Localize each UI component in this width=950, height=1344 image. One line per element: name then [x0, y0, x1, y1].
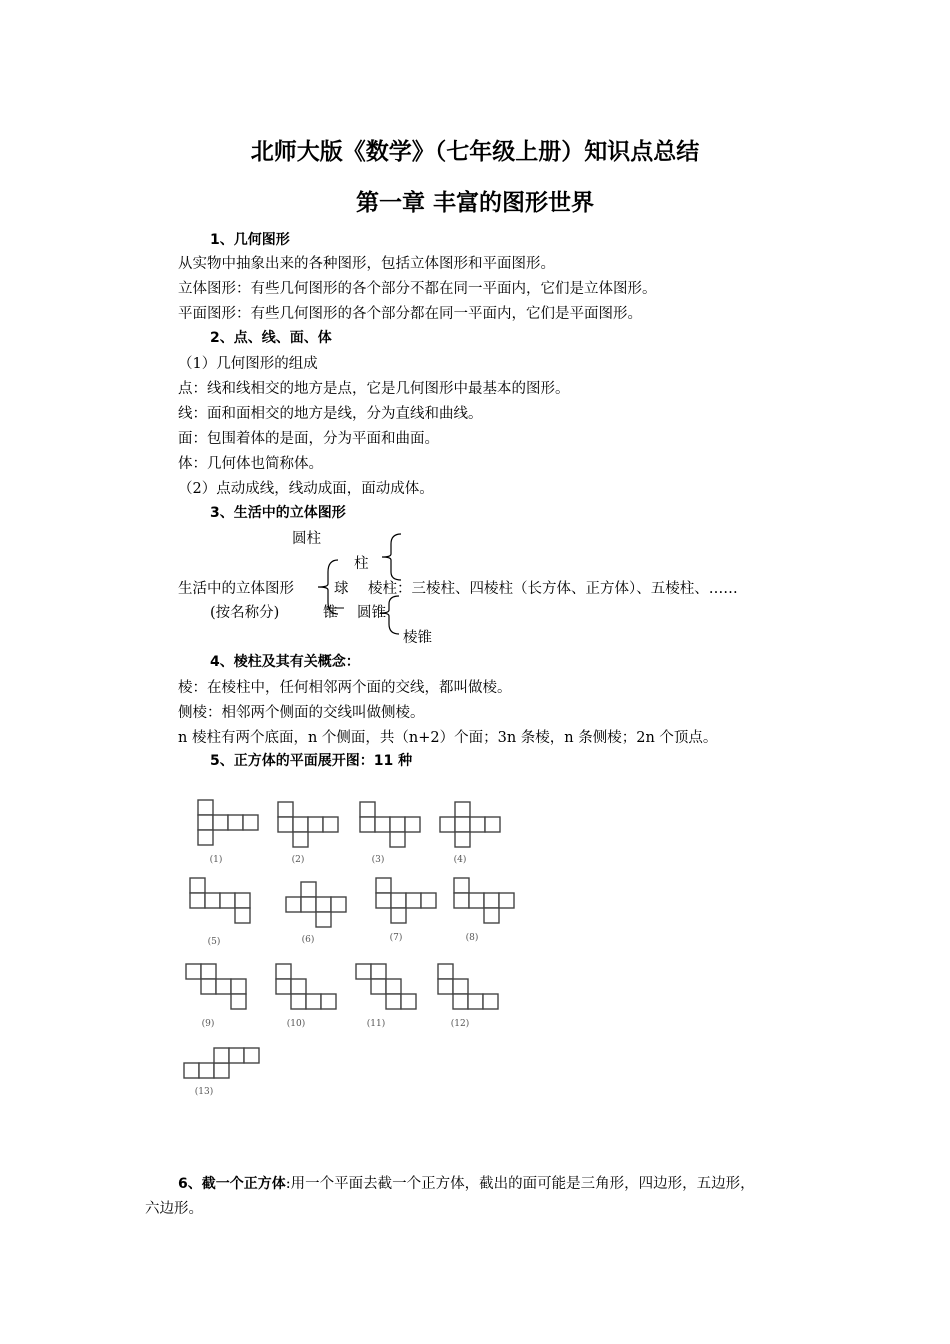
- net-label: (3): [371, 855, 385, 865]
- net-square: [308, 817, 323, 832]
- net-square: [293, 832, 308, 847]
- tree-node-cone: 圆锥: [357, 605, 386, 621]
- paragraph-line: 棱：在棱柱中，任何相邻两个面的交线，都叫做棱。: [178, 680, 512, 696]
- net-label: (8): [465, 933, 479, 943]
- tree-node-pyramid: 棱锥: [403, 630, 432, 646]
- paragraph-line: 线：面和面相交的地方是线，分为直线和曲线。: [178, 406, 483, 422]
- net-square: [356, 964, 371, 979]
- net-square: [293, 817, 308, 832]
- section-heading-5: 5、正方体的平面展开图：11 种: [210, 753, 413, 769]
- cube-net: [438, 964, 498, 1009]
- net-square: [198, 815, 213, 830]
- paragraph-line: 平面图形：有些几何图形的各个部分都在同一平面内，它们是平面图形。: [178, 306, 642, 322]
- cube-net: [190, 878, 250, 923]
- net-square: [440, 817, 455, 832]
- net-square: [291, 979, 306, 994]
- paragraph-line: 立体图形：有些几何图形的各个部分不都在同一平面内，它们是立体图形。: [178, 281, 657, 297]
- net-square: [186, 964, 201, 979]
- section-heading-1: 1、几何图形: [210, 232, 290, 248]
- net-square: [484, 908, 499, 923]
- paragraph-line: 体：几何体也简称体。: [178, 456, 323, 472]
- chapter-title: 第一章 丰富的图形世界: [355, 190, 594, 216]
- net-square: [316, 912, 331, 927]
- cube-net: [360, 802, 420, 847]
- cube-net: [278, 802, 338, 847]
- net-square: [438, 964, 453, 979]
- net-square: [198, 800, 213, 815]
- net-square: [391, 908, 406, 923]
- cube-net: [454, 878, 514, 923]
- net-square: [405, 817, 420, 832]
- net-square: [214, 1063, 229, 1078]
- net-square: [276, 979, 291, 994]
- section-heading-4: 4、棱柱及其有关概念：: [210, 654, 360, 670]
- net-square: [375, 817, 390, 832]
- net-square: [421, 893, 436, 908]
- net-label: (13): [194, 1087, 214, 1097]
- net-square: [468, 994, 483, 1009]
- section-6-line: [178, 1172, 755, 1193]
- classification-braces: [300, 530, 410, 650]
- net-square: [235, 893, 250, 908]
- cube-nets-svg: [178, 790, 518, 1100]
- net-square: [360, 817, 375, 832]
- net-square: [331, 897, 346, 912]
- net-square: [454, 878, 469, 893]
- net-square: [483, 994, 498, 1009]
- net-label: (9): [201, 1019, 215, 1029]
- net-square: [406, 893, 421, 908]
- net-square: [453, 994, 468, 1009]
- paragraph-line: 侧棱：相邻两个侧面的交线叫做侧棱。: [178, 705, 425, 721]
- tree-root: 生活中的立体图形: [178, 581, 294, 597]
- cube-net: [440, 802, 500, 847]
- net-square: [205, 893, 220, 908]
- paragraph-line: 从实物中抽象出来的各种图形，包括立体图形和平面图形。: [178, 256, 555, 272]
- net-square: [231, 979, 246, 994]
- net-square: [301, 897, 316, 912]
- net-square: [390, 832, 405, 847]
- net-square: [401, 994, 416, 1009]
- net-square: [244, 1048, 259, 1063]
- net-label: (4): [453, 855, 467, 865]
- net-square: [470, 817, 485, 832]
- paragraph-line: （2）点动成线，线动成面，面动成体。: [178, 481, 434, 497]
- tree-node-cone-group: 锥: [323, 605, 338, 621]
- net-square: [454, 893, 469, 908]
- cube-net: [186, 964, 246, 1009]
- section-heading-6: 6、截一个正方体: [178, 1176, 286, 1192]
- net-square: [278, 802, 293, 817]
- net-square: [316, 897, 331, 912]
- net-square: [228, 815, 243, 830]
- net-label: (2): [291, 855, 305, 865]
- tree-node-cylinder: 圆柱: [292, 531, 321, 547]
- tree-note: (按名称分): [210, 605, 280, 621]
- tree-node-prism-group: 柱: [354, 556, 369, 572]
- net-square: [201, 979, 216, 994]
- net-label: (5): [207, 937, 221, 947]
- net-label: (6): [301, 935, 315, 945]
- document-title: 北师大版《数学》（七年级上册）知识点总结: [250, 139, 700, 165]
- net-square: [376, 878, 391, 893]
- net-square: [376, 893, 391, 908]
- net-square: [499, 893, 514, 908]
- net-square: [371, 979, 386, 994]
- paragraph-line: n 棱柱有两个底面，n 个侧面，共（n+2）个面；3n 条棱，n 条侧棱；2n 个顶点。: [178, 730, 718, 746]
- net-square: [216, 979, 231, 994]
- tree-node-prism: 棱柱：三棱柱、四棱柱（长方体、正方体）、五棱柱、……: [368, 581, 738, 597]
- net-square: [455, 817, 470, 832]
- net-square: [301, 882, 316, 897]
- net-square: [455, 832, 470, 847]
- net-square: [220, 893, 235, 908]
- net-square: [371, 964, 386, 979]
- net-label: (10): [286, 1019, 306, 1029]
- cube-net: [184, 1048, 259, 1078]
- net-square: [391, 893, 406, 908]
- net-square: [243, 815, 258, 830]
- cube-nets-figure: [178, 790, 518, 1100]
- net-label: (12): [450, 1019, 470, 1029]
- cube-net: [198, 800, 258, 845]
- net-square: [306, 994, 321, 1009]
- net-label: (1): [209, 855, 223, 865]
- net-square: [286, 897, 301, 912]
- net-label: (7): [389, 933, 403, 943]
- net-square: [278, 817, 293, 832]
- net-square: [386, 994, 401, 1009]
- net-square: [184, 1063, 199, 1078]
- net-square: [198, 830, 213, 845]
- net-square: [484, 893, 499, 908]
- net-square: [321, 994, 336, 1009]
- net-square: [214, 1048, 229, 1063]
- section-heading-2: 2、点、线、面、体: [210, 330, 332, 346]
- net-square: [199, 1063, 214, 1078]
- net-square: [291, 994, 306, 1009]
- net-square: [386, 979, 401, 994]
- paragraph-line: 点：线和线相交的地方是点，它是几何图形中最基本的图形。: [178, 381, 570, 397]
- net-square: [213, 815, 228, 830]
- net-square: [360, 802, 375, 817]
- section-6-text: :用一个平面去截一个正方体，截出的面可能是三角形，四边形，五边形，: [285, 1176, 755, 1192]
- section-heading-3: 3、生活中的立体图形: [210, 505, 346, 521]
- cube-net: [376, 878, 436, 923]
- tree-node-sphere: 球: [334, 581, 349, 597]
- net-square: [190, 893, 205, 908]
- net-square: [453, 979, 468, 994]
- net-square: [190, 878, 205, 893]
- paragraph-line: 面：包围着体的是面，分为平面和曲面。: [178, 431, 439, 447]
- net-square: [323, 817, 338, 832]
- net-square: [235, 908, 250, 923]
- net-square: [229, 1048, 244, 1063]
- net-square: [469, 893, 484, 908]
- net-square: [276, 964, 291, 979]
- net-square: [201, 964, 216, 979]
- net-square: [231, 994, 246, 1009]
- cube-net: [356, 964, 416, 1009]
- section-6-continuation: 六边形。: [145, 1201, 203, 1217]
- net-label: (11): [366, 1019, 386, 1029]
- cube-net: [276, 964, 336, 1009]
- paragraph-line: （1）几何图形的组成: [178, 356, 318, 372]
- net-square: [390, 817, 405, 832]
- net-square: [455, 802, 470, 817]
- cube-net: [286, 882, 346, 927]
- net-square: [438, 979, 453, 994]
- net-square: [485, 817, 500, 832]
